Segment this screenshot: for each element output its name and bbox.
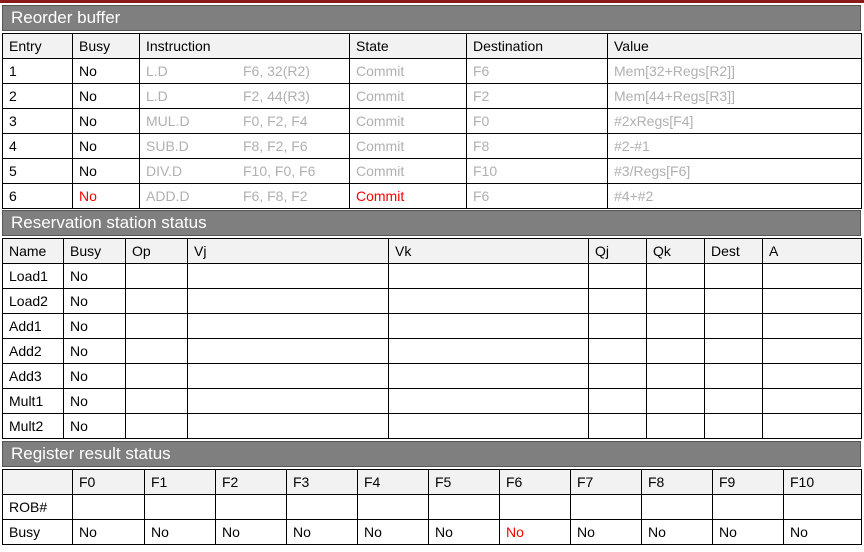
rs-qj-cell	[589, 264, 647, 289]
rob-instruction-cell	[140, 84, 350, 109]
rs-section-title: Reservation station status	[2, 210, 861, 236]
regs-header-cell: F4	[358, 470, 429, 495]
rs-qj-cell	[589, 414, 647, 439]
rs-row	[3, 389, 862, 414]
rob-instruction-op: L.D	[146, 88, 168, 104]
rob-busy-cell: No	[73, 184, 140, 209]
rs-row	[3, 414, 862, 439]
rs-vk-cell	[389, 289, 589, 314]
rob-state-cell: Commit	[350, 159, 467, 184]
rob-header-row	[3, 34, 862, 59]
rob-value-cell: #2xRegs[F4]	[608, 109, 862, 134]
regs-header-cell: F6	[500, 470, 571, 495]
regs-rob-cell	[429, 495, 500, 520]
rs-busy-cell: No	[64, 414, 126, 439]
regs-rob-cell	[713, 495, 784, 520]
rs-op-cell	[126, 264, 188, 289]
regs-header-row	[3, 470, 862, 495]
rs-a-cell	[763, 314, 862, 339]
rob-header-cell: Value	[608, 34, 862, 59]
rob-instruction-content	[146, 163, 349, 179]
rob-destination-cell: F6	[467, 184, 608, 209]
rs-header-cell: Dest	[705, 239, 763, 264]
top-rule	[0, 0, 864, 3]
rob-table	[2, 33, 862, 209]
rob-entry-cell: 5	[3, 159, 73, 184]
regs-busy-cell: No	[571, 520, 642, 545]
regs-rob-cell	[784, 495, 862, 520]
rs-busy-cell: No	[64, 264, 126, 289]
regs-corner-cell	[3, 470, 73, 495]
rs-busy-cell: No	[64, 339, 126, 364]
rs-header-cell: Qj	[589, 239, 647, 264]
rs-vj-cell	[188, 389, 389, 414]
rs-op-cell	[126, 364, 188, 389]
rs-dest-cell	[705, 314, 763, 339]
regs-header-cell: F10	[784, 470, 862, 495]
rob-instruction-operands: F6, 32(R2)	[243, 63, 310, 79]
rs-header-cell: Qk	[647, 239, 705, 264]
rob-instruction-cell	[140, 134, 350, 159]
rs-a-cell	[763, 364, 862, 389]
rs-header-cell: A	[763, 239, 862, 264]
rob-instruction-cell	[140, 59, 350, 84]
rs-qk-cell	[647, 264, 705, 289]
regs-busy-cell: No	[500, 520, 571, 545]
rs-name-cell: Mult1	[3, 389, 64, 414]
rs-name-cell: Add2	[3, 339, 64, 364]
rob-row	[3, 109, 862, 134]
rob-value-cell: Mem[32+Regs[R2]]	[608, 59, 862, 84]
rob-row	[3, 84, 862, 109]
regs-busy-cell: No	[713, 520, 784, 545]
rob-busy-cell: No	[73, 84, 140, 109]
rs-header-cell: Name	[3, 239, 64, 264]
regs-busy-cell: No	[429, 520, 500, 545]
rob-instruction-operands: F0, F2, F4	[243, 113, 308, 129]
rs-dest-cell	[705, 289, 763, 314]
rs-qk-cell	[647, 289, 705, 314]
regs-rob-cell	[571, 495, 642, 520]
rs-qj-cell	[589, 364, 647, 389]
rs-vk-cell	[389, 414, 589, 439]
regs-rob-cell	[216, 495, 287, 520]
regs-header-cell: F3	[287, 470, 358, 495]
rob-instruction-cell	[140, 184, 350, 209]
rob-instruction-content	[146, 138, 349, 154]
regs-header-cell: F8	[642, 470, 713, 495]
rs-name-cell: Load2	[3, 289, 64, 314]
rs-a-cell	[763, 389, 862, 414]
regs-busy-row	[3, 520, 862, 545]
rob-value-cell: #3/Regs[F6]	[608, 159, 862, 184]
rs-op-cell	[126, 339, 188, 364]
rob-instruction-cell	[140, 159, 350, 184]
rob-value-cell: #2-#1	[608, 134, 862, 159]
rob-destination-cell: F8	[467, 134, 608, 159]
regs-table	[2, 469, 862, 545]
rs-header-cell: Vj	[188, 239, 389, 264]
rs-qk-cell	[647, 339, 705, 364]
regs-busy-cell: No	[73, 520, 145, 545]
rs-row	[3, 264, 862, 289]
rob-destination-cell: F2	[467, 84, 608, 109]
rs-header-cell: Vk	[389, 239, 589, 264]
rob-state-cell: Commit	[350, 84, 467, 109]
rs-vj-cell	[188, 414, 389, 439]
rs-vk-cell	[389, 364, 589, 389]
rs-dest-cell	[705, 364, 763, 389]
regs-busy-cell: No	[784, 520, 862, 545]
regs-busy-cell: No	[145, 520, 216, 545]
rob-entry-cell: 2	[3, 84, 73, 109]
rob-entry-cell: 6	[3, 184, 73, 209]
rs-busy-cell: No	[64, 364, 126, 389]
regs-header-cell: F5	[429, 470, 500, 495]
rs-vk-cell	[389, 389, 589, 414]
rs-op-cell	[126, 389, 188, 414]
rs-op-cell	[126, 289, 188, 314]
rs-vj-cell	[188, 264, 389, 289]
rs-header-row	[3, 239, 862, 264]
rs-dest-cell	[705, 339, 763, 364]
rob-entry-cell: 3	[3, 109, 73, 134]
rob-instruction-op: L.D	[146, 63, 168, 79]
rob-destination-cell: F10	[467, 159, 608, 184]
rob-instruction-op: SUB.D	[146, 138, 189, 154]
rs-qk-cell	[647, 389, 705, 414]
rob-section-title: Reorder buffer	[2, 5, 861, 31]
regs-busy-cell: No	[358, 520, 429, 545]
rs-name-cell: Add1	[3, 314, 64, 339]
rs-vk-cell	[389, 264, 589, 289]
rs-vj-cell	[188, 364, 389, 389]
rob-busy-cell: No	[73, 59, 140, 84]
rs-a-cell	[763, 289, 862, 314]
rs-a-cell	[763, 414, 862, 439]
rob-instruction-op: DIV.D	[146, 163, 183, 179]
rob-header-cell: Destination	[467, 34, 608, 59]
rs-dest-cell	[705, 264, 763, 289]
rob-destination-cell: F0	[467, 109, 608, 134]
regs-busy-cell: No	[216, 520, 287, 545]
rob-instruction-operands: F6, F8, F2	[243, 188, 308, 204]
rob-instruction-content	[146, 88, 349, 104]
regs-rob-cell	[287, 495, 358, 520]
rs-dest-cell	[705, 389, 763, 414]
rob-destination-cell: F6	[467, 59, 608, 84]
rs-qj-cell	[589, 339, 647, 364]
rs-op-cell	[126, 414, 188, 439]
regs-busy-label: Busy	[3, 520, 73, 545]
regs-rob-row	[3, 495, 862, 520]
rs-table	[2, 238, 862, 439]
rob-state-cell: Commit	[350, 59, 467, 84]
rs-vj-cell	[188, 289, 389, 314]
rs-vj-cell	[188, 339, 389, 364]
rob-value-cell: Mem[44+Regs[R3]]	[608, 84, 862, 109]
rs-busy-cell: No	[64, 289, 126, 314]
rob-header-cell: Instruction	[140, 34, 350, 59]
rob-header-cell: Busy	[73, 34, 140, 59]
regs-header-cell: F9	[713, 470, 784, 495]
rs-dest-cell	[705, 414, 763, 439]
regs-busy-cell: No	[642, 520, 713, 545]
regs-header-cell: F0	[73, 470, 145, 495]
rob-instruction-content	[146, 113, 349, 129]
rob-busy-cell: No	[73, 134, 140, 159]
regs-header-cell: F7	[571, 470, 642, 495]
regs-rob-cell	[358, 495, 429, 520]
rs-name-cell: Load1	[3, 264, 64, 289]
rob-row	[3, 159, 862, 184]
rs-qk-cell	[647, 414, 705, 439]
rob-state-cell: Commit	[350, 184, 467, 209]
rs-qk-cell	[647, 314, 705, 339]
rob-row	[3, 134, 862, 159]
rs-qj-cell	[589, 289, 647, 314]
rs-vk-cell	[389, 339, 589, 364]
rs-busy-cell: No	[64, 314, 126, 339]
rob-row	[3, 59, 862, 84]
rob-value-cell: #4+#2	[608, 184, 862, 209]
rob-busy-cell: No	[73, 159, 140, 184]
regs-rob-label: ROB#	[3, 495, 73, 520]
rs-busy-cell: No	[64, 389, 126, 414]
rs-name-cell: Mult2	[3, 414, 64, 439]
rob-entry-cell: 4	[3, 134, 73, 159]
rs-row	[3, 339, 862, 364]
regs-rob-cell	[73, 495, 145, 520]
rob-instruction-cell	[140, 109, 350, 134]
regs-header-cell: F2	[216, 470, 287, 495]
rob-instruction-content	[146, 188, 349, 204]
regs-section-title: Register result status	[2, 441, 861, 467]
rob-header-cell: Entry	[3, 34, 73, 59]
rs-row	[3, 289, 862, 314]
rob-busy-cell: No	[73, 109, 140, 134]
regs-header-cell: F1	[145, 470, 216, 495]
rob-instruction-content	[146, 63, 349, 79]
rob-state-cell: Commit	[350, 134, 467, 159]
regs-rob-cell	[642, 495, 713, 520]
rob-instruction-operands: F8, F2, F6	[243, 138, 308, 154]
rob-instruction-operands: F2, 44(R3)	[243, 88, 310, 104]
rob-state-cell: Commit	[350, 109, 467, 134]
rob-instruction-op: MUL.D	[146, 113, 190, 129]
rs-vj-cell	[188, 314, 389, 339]
rob-instruction-operands: F10, F0, F6	[243, 163, 316, 179]
rs-qj-cell	[589, 389, 647, 414]
rs-header-cell: Busy	[64, 239, 126, 264]
rs-row	[3, 364, 862, 389]
rob-instruction-op: ADD.D	[146, 188, 190, 204]
rs-header-cell: Op	[126, 239, 188, 264]
rs-a-cell	[763, 339, 862, 364]
regs-rob-cell	[500, 495, 571, 520]
rs-name-cell: Add3	[3, 364, 64, 389]
rs-a-cell	[763, 264, 862, 289]
rob-header-cell: State	[350, 34, 467, 59]
rob-entry-cell: 1	[3, 59, 73, 84]
rob-row	[3, 184, 862, 209]
regs-rob-cell	[145, 495, 216, 520]
rs-vk-cell	[389, 314, 589, 339]
rs-op-cell	[126, 314, 188, 339]
regs-busy-cell: No	[287, 520, 358, 545]
rs-row	[3, 314, 862, 339]
rs-qj-cell	[589, 314, 647, 339]
rs-qk-cell	[647, 364, 705, 389]
